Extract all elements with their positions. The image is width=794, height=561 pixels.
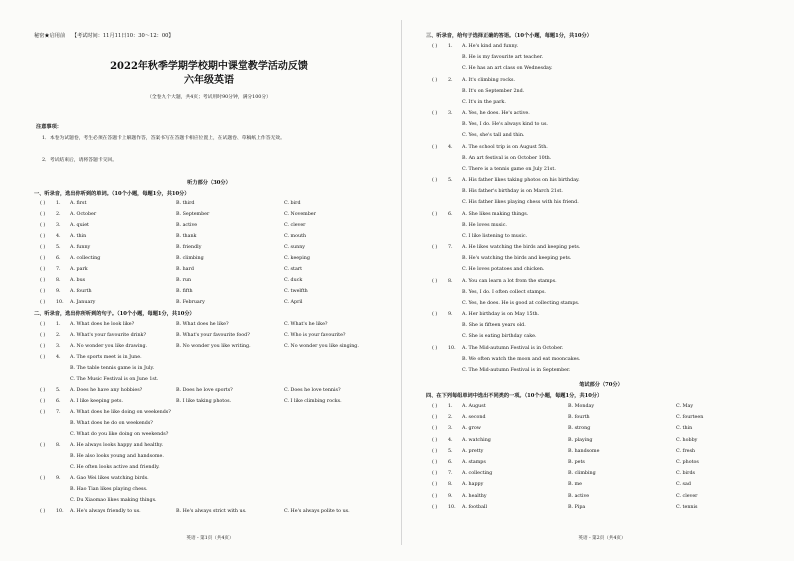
option-c: C. bird — [284, 201, 301, 206]
answer-bracket: ( ) — [40, 388, 46, 393]
option-c: C. fresh — [676, 448, 696, 454]
s3-q10-option-b: B. We often watch the moon and eat mooncakes. — [462, 356, 581, 362]
option-a: A. I like keeping pets. — [70, 399, 123, 404]
answer-bracket: ( ) — [40, 212, 46, 217]
question-number: 2. — [448, 415, 453, 421]
question-number: 8. — [448, 278, 453, 284]
question-number: 6. — [448, 211, 453, 217]
notice-item-1: 1．本卷为试题卷，考生必须在答题卡上解题作答，答案书写在答题卡相应位置上，在试题卷、草稿纸上作答无效。 — [42, 136, 285, 141]
question-number: 1. — [448, 44, 453, 49]
option-b: B. September — [176, 212, 210, 217]
option-b: B. Monday — [568, 404, 595, 409]
s4-question-1 — [426, 404, 778, 415]
option-a: A. It's climbing rocks. — [462, 77, 515, 83]
answer-bracket: ( ) — [432, 44, 438, 49]
s3-q1-option-c: C. He has an art class on Wednesday. — [462, 66, 553, 71]
option-c: C. mouth — [284, 234, 307, 239]
question-number: 3. — [56, 344, 61, 349]
option-a: A. What does he like doing on weekends? — [70, 410, 171, 415]
s4-question-9 — [426, 494, 778, 505]
s1-question-4 — [34, 234, 386, 245]
question-number: 2. — [448, 77, 453, 83]
s3-q5-option-b: B. His father's birthday is on March 21st. — [462, 189, 563, 194]
answer-bracket: ( ) — [40, 278, 46, 283]
option-a: A. quiet — [70, 223, 89, 228]
question-number: 2. — [56, 212, 61, 217]
question-number: 6. — [448, 460, 453, 465]
option-c: C. twelfth — [284, 289, 308, 294]
option-a: A. Yes, he does. He's active. — [462, 111, 530, 116]
option-a: A. first — [70, 201, 87, 206]
exam-time: 【考试时间：11月11日10：30～12：00】 — [71, 33, 174, 39]
answer-bracket: ( ) — [40, 344, 46, 349]
s4-question-4 — [426, 438, 778, 449]
answer-bracket: ( ) — [432, 460, 438, 465]
answer-bracket: ( ) — [40, 267, 46, 272]
left-page — [34, 0, 386, 561]
question-number: 10. — [448, 345, 456, 351]
s3-q7-option-b: B. He's watching the birds and keeping pets. — [462, 256, 572, 261]
option-a: A. He's kind and funny. — [462, 44, 519, 49]
option-c: C. November — [284, 212, 316, 217]
answer-bracket: ( ) — [40, 201, 46, 206]
option-c: C. hobby — [676, 437, 698, 443]
option-b: B. active — [176, 223, 198, 228]
s1-question-6 — [34, 256, 386, 267]
option-b: B. pets — [568, 460, 585, 465]
s2-question-10 — [34, 509, 386, 520]
answer-bracket: ( ) — [40, 289, 46, 294]
option-b: B. thank — [176, 234, 197, 239]
question-number: 1. — [56, 322, 61, 327]
option-a: A. happy — [462, 482, 484, 488]
option-c: C. He's always polite to us. — [284, 509, 350, 514]
listening-part-title: 听力部分（30分） — [187, 180, 231, 186]
s2-question-8 — [34, 443, 386, 454]
section-3-title: 三、听录音，给句子选择正确的答语。（10个小题，每题1分，共10分） — [426, 33, 592, 39]
option-b: B. Does he love sports? — [176, 388, 233, 393]
s3-q7-option-c: C. He loves potatoes and chicken. — [462, 267, 545, 272]
writing-part-title: 笔试部分（70分） — [579, 382, 623, 388]
s3-q1-option-b: B. He is my favourite art teacher. — [462, 55, 544, 60]
option-a: A. watching — [462, 437, 491, 443]
answer-bracket: ( ) — [432, 312, 438, 317]
option-a: A. His father likes taking photos on his birthday. — [462, 178, 580, 183]
question-number: 7. — [448, 245, 453, 250]
question-number: 10. — [448, 504, 456, 510]
option-a: A. Does he have any hobbies? — [70, 388, 143, 393]
s4-question-2 — [426, 415, 778, 426]
question-number: 3. — [448, 111, 453, 116]
s4-question-6 — [426, 460, 778, 471]
option-b: B. run — [176, 278, 192, 283]
answer-bracket: ( ) — [432, 211, 438, 217]
option-a: A. August — [462, 404, 486, 409]
answer-bracket: ( ) — [432, 415, 438, 421]
option-c: C. clever — [284, 223, 306, 228]
s1-question-1 — [34, 201, 386, 212]
answer-bracket: ( ) — [432, 448, 438, 454]
s1-question-3 — [34, 223, 386, 234]
option-a: A. healthy — [462, 493, 487, 499]
section-1-title: 一、听录音，选出你听到的单词。（10个小题，每题1分，共10分） — [34, 191, 190, 197]
answer-bracket: ( ) — [432, 504, 438, 510]
option-a: A. The sports meet is in June. — [70, 355, 142, 360]
option-a: A. second — [462, 415, 486, 421]
s3-q6-option-b: B. He loves music. — [462, 222, 507, 228]
answer-bracket: ( ) — [432, 144, 438, 150]
option-a: A. The school trip is on August 5th. — [462, 144, 548, 150]
question-number: 5. — [56, 245, 61, 250]
option-b: B. He's always strict with us. — [176, 509, 247, 514]
answer-bracket: ( ) — [40, 322, 46, 327]
answer-bracket: ( ) — [40, 333, 46, 338]
s2-question-3 — [34, 344, 386, 355]
s3-q2-option-c: C. It's in the park. — [462, 99, 506, 105]
s4-question-8 — [426, 482, 778, 493]
option-a: A. fourth — [70, 289, 92, 294]
question-number: 7. — [56, 267, 61, 272]
question-number: 5. — [448, 448, 453, 454]
option-a: A. park — [70, 267, 88, 272]
option-b: B. climbing — [568, 471, 596, 477]
option-a: A. He always looks happy and healthy. — [70, 443, 164, 448]
option-c: C. photos — [676, 460, 699, 465]
right-page — [426, 0, 778, 561]
s3-q3-option-c: C. Yes, she's tall and thin. — [462, 133, 525, 138]
option-a: A. Her birthday is on May 15th. — [462, 312, 540, 317]
s2-question-4 — [34, 355, 386, 366]
question-number: 5. — [448, 178, 453, 183]
question-number: 1. — [56, 201, 61, 206]
answer-bracket: ( ) — [40, 399, 46, 404]
question-number: 6. — [56, 399, 61, 404]
option-a: A. You can learn a lot from the stamps. — [462, 278, 557, 284]
s2-q7-option-c: C. What do you like doing on weekends? — [70, 432, 169, 437]
question-number: 10. — [56, 509, 64, 514]
answer-bracket: ( ) — [40, 300, 46, 305]
page-footer-left: 英语・第1页（共4页） — [186, 536, 234, 541]
s2-question-6 — [34, 399, 386, 410]
question-number: 10. — [56, 300, 64, 305]
option-a: A. grow — [462, 426, 481, 432]
option-a: A. collecting — [462, 471, 493, 477]
s2-question-2 — [34, 333, 386, 344]
s1-question-5 — [34, 245, 386, 256]
answer-bracket: ( ) — [432, 111, 438, 116]
option-a: A. thin — [70, 234, 87, 239]
option-b: B. fourth — [568, 415, 590, 421]
s1-question-2 — [34, 212, 386, 223]
option-b: B. February — [176, 300, 205, 305]
s4-question-5 — [426, 449, 778, 460]
s2-question-5 — [34, 388, 386, 399]
answer-bracket: ( ) — [40, 443, 46, 448]
question-number: 9. — [56, 476, 61, 481]
option-c: C. sunny — [284, 245, 305, 250]
answer-bracket: ( ) — [432, 482, 438, 488]
question-number: 8. — [448, 482, 453, 488]
option-c: C. Who is your favourite? — [284, 333, 346, 338]
option-a: A. What does he look like? — [70, 322, 135, 327]
question-number: 1. — [448, 404, 453, 409]
s1-question-7 — [34, 267, 386, 278]
exam-title: 2022年秋季学期学校期中课堂教学活动反馈 — [110, 61, 308, 72]
s2-q4-option-b: B. The table tennis game is in July. — [70, 366, 155, 371]
s2-q8-option-b: B. He also looks young and handsome. — [70, 454, 164, 459]
option-a: A. stamps — [462, 460, 486, 465]
answer-bracket: ( ) — [432, 278, 438, 284]
s3-q6-option-c: C. I like listening to music. — [462, 233, 528, 239]
s3-q8-option-b: B. Yes, I do. I often collect stamps. — [462, 289, 546, 295]
question-number: 4. — [56, 355, 61, 360]
option-c: C. duck — [284, 278, 303, 283]
answer-bracket: ( ) — [40, 245, 46, 250]
option-b: B. What's your favourite food? — [176, 333, 250, 338]
option-b: B. climbing — [176, 256, 204, 261]
question-number: 2. — [56, 333, 61, 338]
option-b: B. playing — [568, 437, 593, 443]
option-c: C. May — [676, 404, 694, 409]
s2-question-7 — [34, 410, 386, 421]
option-b: B. friendly — [176, 245, 202, 250]
option-b: B. strong — [568, 426, 591, 432]
option-a: A. bus — [70, 278, 86, 283]
s2-q4-option-c: C. The Music Festival is on June 1st. — [70, 377, 159, 382]
option-c: C. start — [284, 267, 303, 272]
option-b: B. fifth — [176, 289, 193, 294]
option-a: A. October — [70, 212, 97, 217]
option-a: A. He likes watching the birds and keeping pets. — [462, 245, 581, 250]
answer-bracket: ( ) — [40, 355, 46, 360]
question-number: 4. — [56, 234, 61, 239]
s2-q9-option-b: B. Hao Tian likes playing chess. — [70, 487, 148, 492]
question-number: 8. — [56, 443, 61, 448]
option-c: C. No wonder you like singing. — [284, 344, 359, 349]
answer-bracket: ( ) — [40, 509, 46, 514]
exam-note: （全卷九个大题，共4页；考试用时90分钟，满分100分） — [147, 95, 271, 100]
notices-heading: 注意事项： — [36, 124, 62, 130]
question-number: 8. — [56, 278, 61, 283]
s1-question-8 — [34, 278, 386, 289]
s1-question-10 — [34, 300, 386, 311]
s3-q9-option-c: C. She is eating birthday cake. — [462, 334, 537, 339]
option-a: A. Gao Wei likes watching birds. — [70, 476, 149, 481]
option-b: B. hard — [176, 267, 194, 272]
s2-q9-option-c: C. Du Xiaomao likes making things. — [70, 498, 157, 503]
question-number: 7. — [56, 410, 61, 415]
answer-bracket: ( ) — [432, 178, 438, 183]
answer-bracket: ( ) — [432, 77, 438, 83]
s4-question-7 — [426, 471, 778, 482]
secret-label: 秘密★启用前 — [34, 33, 66, 39]
answer-bracket: ( ) — [432, 493, 438, 499]
option-c: C. tennis — [676, 504, 698, 510]
option-b: B. Pipa — [568, 504, 586, 510]
option-a: A. January — [70, 300, 96, 305]
option-c: C. April — [284, 300, 303, 305]
option-b: B. me — [568, 482, 582, 488]
page-footer-right: 英语・第2页（共4页） — [578, 536, 626, 541]
s3-q4-option-c: C. There is a tennis game on July 21st. — [462, 166, 556, 172]
answer-bracket: ( ) — [40, 256, 46, 261]
question-number: 5. — [56, 388, 61, 393]
option-a: A. She likes making things. — [462, 211, 529, 217]
question-number: 3. — [56, 223, 61, 228]
s3-q5-option-c: C. His father likes playing chess with his friend. — [462, 200, 579, 205]
option-c: C. keeping — [284, 256, 310, 261]
answer-bracket: ( ) — [40, 410, 46, 415]
answer-bracket: ( ) — [40, 234, 46, 239]
s3-q9-option-b: B. She is fifteen years old. — [462, 323, 526, 328]
option-c: C. fourteen — [676, 415, 704, 421]
s4-question-3 — [426, 426, 778, 437]
notice-item-2: 2．考试结束后，请将答题卡交回。 — [42, 158, 118, 163]
question-number: 6. — [56, 256, 61, 261]
s3-q8-option-c: C. Yes, he does. He is good at collecting stamps. — [462, 300, 580, 306]
answer-bracket: ( ) — [40, 476, 46, 481]
question-number: 9. — [56, 289, 61, 294]
answer-bracket: ( ) — [432, 345, 438, 351]
option-a: A. He's always friendly to us. — [70, 509, 141, 514]
option-c: C. What's he like? — [284, 322, 328, 327]
option-c: C. thin — [676, 426, 693, 432]
section-4-title: 四、在下列每组单词中选出不同类的一项。（10个小题，每题1分，共10分） — [426, 393, 603, 399]
question-number: 9. — [448, 312, 453, 317]
option-a: A. football — [462, 504, 487, 510]
s3-q3-option-b: B. Yes, I do. He's always kind to us. — [462, 122, 548, 127]
page-divider — [401, 20, 402, 545]
answer-bracket: ( ) — [432, 404, 438, 409]
s2-question-9 — [34, 476, 386, 487]
answer-bracket: ( ) — [40, 223, 46, 228]
option-b: B. handsome — [568, 448, 600, 454]
question-number: 3. — [448, 426, 453, 432]
answer-bracket: ( ) — [432, 437, 438, 443]
option-a: A. funny — [70, 245, 91, 250]
option-a: A. collecting — [70, 256, 101, 261]
option-b: B. active — [568, 493, 590, 499]
option-c: C. clever — [676, 493, 698, 499]
s3-q4-option-b: B. An art festival is on October 10th. — [462, 155, 552, 161]
option-b: B. What does he like? — [176, 322, 229, 327]
s4-question-10 — [426, 505, 778, 516]
exam-header-line — [34, 33, 174, 39]
option-c: C. Does he love tennis? — [284, 388, 341, 393]
option-c: C. I like climbing rocks. — [284, 399, 342, 404]
option-a: A. pretty — [462, 448, 484, 454]
s1-question-9 — [34, 289, 386, 300]
question-number: 9. — [448, 493, 453, 499]
question-number: 4. — [448, 437, 453, 443]
option-c: C. birds — [676, 471, 695, 477]
option-b: B. I like taking photos. — [176, 399, 232, 404]
option-a: A. No wonder you like drawing. — [70, 344, 148, 349]
s3-q10-option-c: C. The Mid-autumn Festival is in September. — [462, 367, 571, 373]
option-a: A. What's your favourite drink? — [70, 333, 147, 338]
exam-subject: 六年级英语 — [184, 75, 234, 86]
answer-bracket: ( ) — [432, 245, 438, 250]
question-number: 7. — [448, 471, 453, 477]
question-number: 4. — [448, 144, 453, 150]
option-b: B. No wonder you like writing. — [176, 344, 251, 349]
section-2-title: 二、听录音，选出你所听到的句子。（10个小题，每题1分，共10分） — [34, 311, 195, 317]
option-a: A. The Mid-autumn Festival is in October. — [462, 345, 564, 351]
s2-q8-option-c: C. He often looks active and friendly. — [70, 465, 160, 470]
option-b: B. third — [176, 201, 195, 206]
s2-question-1 — [34, 322, 386, 333]
option-c: C. sad — [676, 482, 691, 488]
s3-q2-option-b: B. It's on September 2nd. — [462, 88, 525, 94]
answer-bracket: ( ) — [432, 471, 438, 477]
answer-bracket: ( ) — [432, 426, 438, 432]
s2-q7-option-b: B. What does he do on weekends? — [70, 421, 153, 426]
